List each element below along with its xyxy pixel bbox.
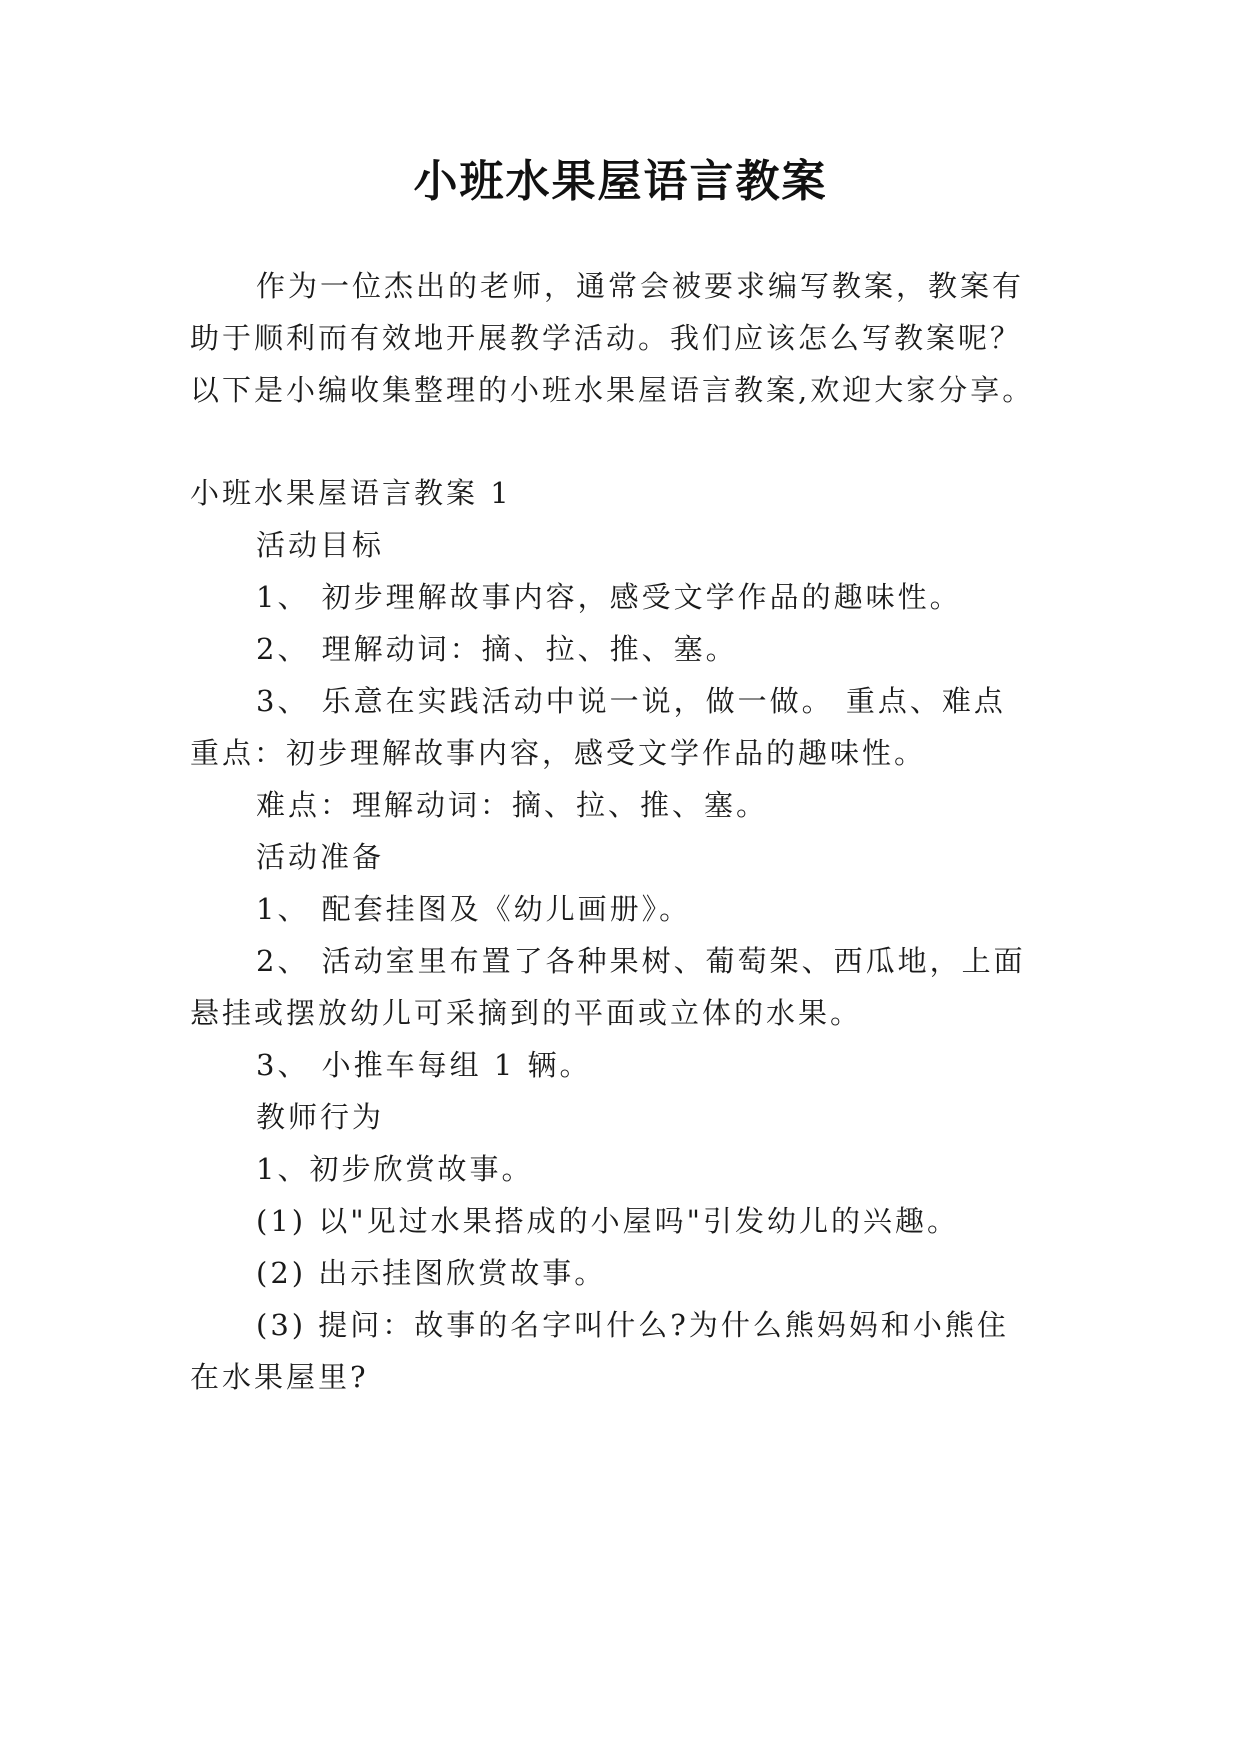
section-heading: 小班水果屋语言教案 1	[190, 476, 512, 510]
prep-item-2: 2、 活动室里布置了各种果树、葡萄架、西瓜地，上面	[256, 944, 1026, 978]
intro-line-3: 以下是小编收集整理的小班水果屋语言教案,欢迎大家分享。	[190, 373, 1035, 407]
intro-line-1: 作为一位杰出的老师，通常会被要求编写教案，教案有	[256, 269, 1025, 303]
page-title: 小班水果屋语言教案	[413, 156, 828, 207]
prep-item-2-cont: 悬挂或摆放幼儿可采摘到的平面或立体的水果。	[190, 996, 863, 1030]
difficult-point: 难点：理解动词：摘、拉、推、塞。	[256, 788, 769, 822]
intro-line-2: 助于顺利而有效地开展教学活动。我们应该怎么写教案呢？	[190, 321, 1023, 355]
step-1-sub-3: (3) 提问：故事的名字叫什么?为什么熊妈妈和小熊住	[256, 1308, 1009, 1342]
goal-item-3: 3、 乐意在实践活动中说一说，做一做。 重点、难点	[256, 684, 1006, 718]
goal-item-2: 2、 理解动词：摘、拉、推、塞。	[256, 632, 738, 666]
prep-item-3: 3、 小推车每组 1 辆。	[256, 1048, 592, 1082]
heading-activity-goals: 活动目标	[256, 528, 385, 562]
heading-teacher-behavior: 教师行为	[256, 1100, 385, 1134]
heading-activity-prep: 活动准备	[256, 840, 385, 874]
step-1: 1、初步欣赏故事。	[256, 1152, 534, 1186]
prep-item-1: 1、 配套挂图及《幼儿画册》。	[256, 892, 692, 926]
step-1-sub-2: (2) 出示挂图欣赏故事。	[256, 1256, 607, 1290]
key-point: 重点：初步理解故事内容，感受文学作品的趣味性。	[190, 736, 927, 770]
step-1-sub-3-cont: 在水果屋里?	[190, 1360, 369, 1394]
goal-item-1: 1、 初步理解故事内容，感受文学作品的趣味性。	[256, 580, 962, 614]
step-1-sub-1: (1) 以"见过水果搭成的小屋吗"引发幼儿的兴趣。	[256, 1204, 959, 1238]
